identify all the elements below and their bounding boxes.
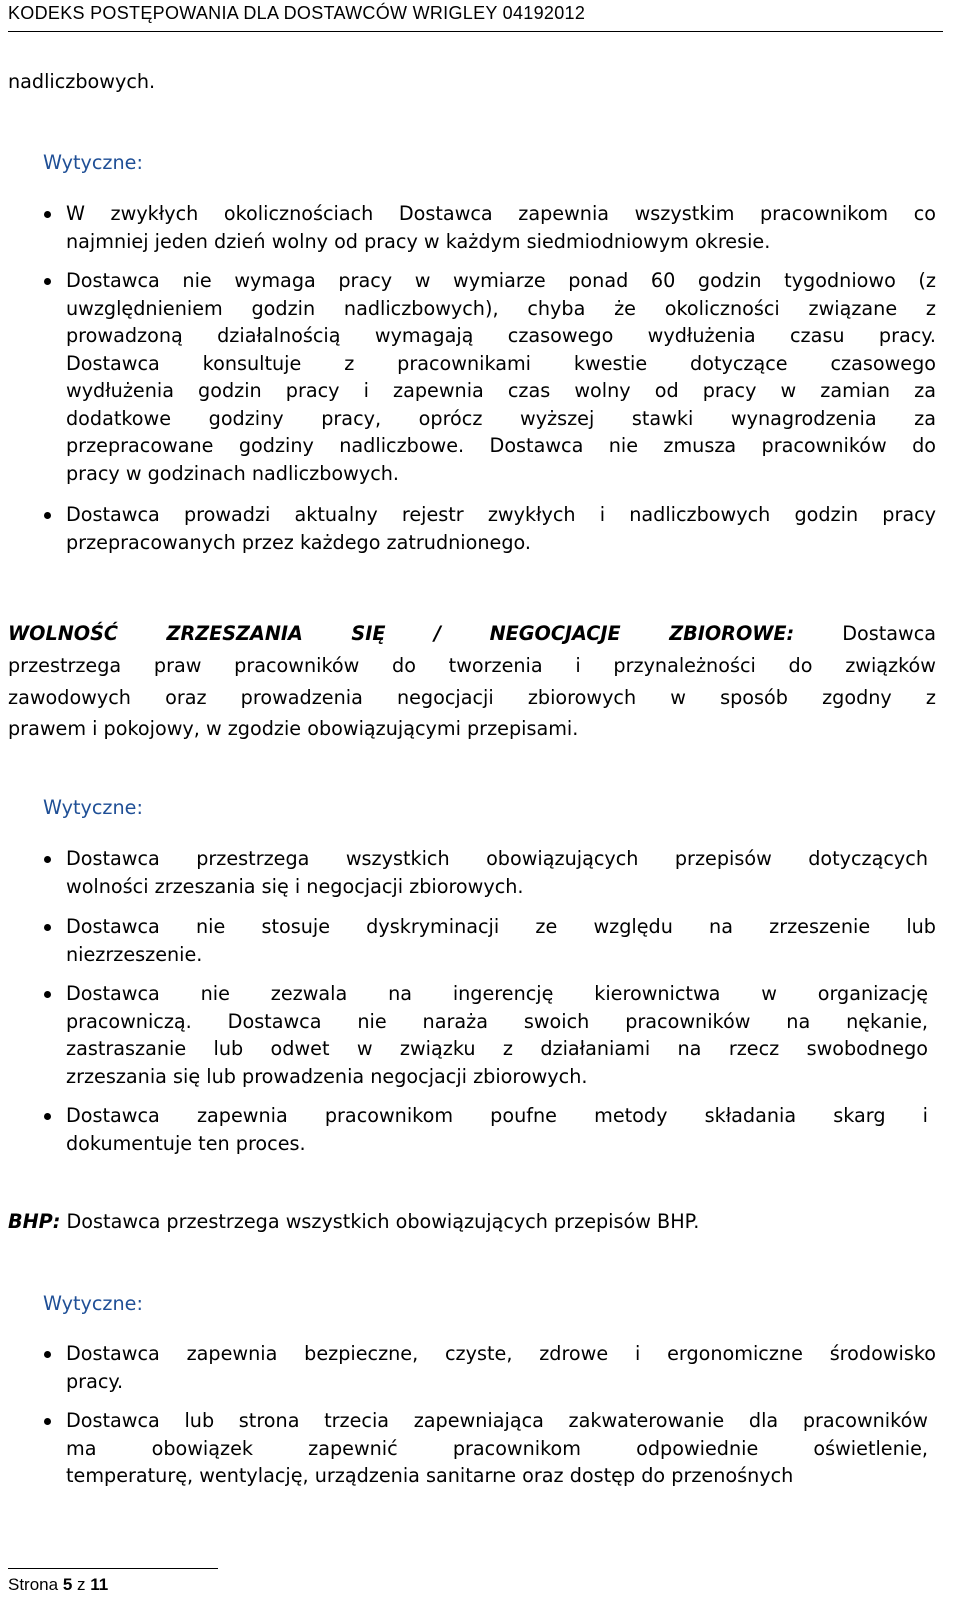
guideline-2-4: Dostawca zapewnia pracownikom poufne metody składania skarg i dokumentuje ten proces. (66, 1104, 928, 1155)
guideline-1-1: W zwykłych okolicznościach Dostawca zapewnia wszystkim pracownikom co najmniej jeden dzień wolny od pracy w każdym siedmiodniowym okresie. (66, 202, 936, 253)
guideline-1-2: Dostawca nie wymaga pracy w wymiarze ponad 60 godzin tygodniowo (z uwzględnieniem godzin nadliczbowych), chyba że okoliczności związane z prowadzoną działalnością wymagają czasowego wydłużenia czasu pracy. Dostawca konsultuje z pracownikami kwestie dotyczące czasowego wydłużenia godzin pracy i zapewnia czas wolny od pracy w zamian za dodatkowe godziny pracy, oprócz wyższej stawki wynagrodzenia za przepracowane godziny nadliczbowe. Dostawca nie zmusza pracowników do pracy w godzinach nadliczbowych. (66, 269, 936, 485)
section-title-association: WOLNOŚĆ ZRZESZANIA SIĘ / NEGOCJACJE ZBIOROWE: (8, 622, 795, 645)
bullet-icon (44, 991, 51, 998)
intro-fragment: nadliczbowych. (8, 70, 156, 93)
guidelines-label-2: Wytyczne: (43, 796, 143, 819)
guidelines-label-1: Wytyczne: (43, 151, 143, 174)
bullet-icon (44, 1351, 51, 1358)
guideline-2-2: Dostawca nie stosuje dyskryminacji ze względu na zrzeszenie lub niezrzeszenie. (66, 915, 936, 966)
guideline-3-1: Dostawca zapewnia bezpieczne, czyste, zdrowe i ergonomiczne środowisko pracy. (66, 1342, 936, 1393)
page-number: Strona 5 z 11 (8, 1575, 109, 1594)
footer-divider (8, 1568, 218, 1569)
guideline-1-3: Dostawca prowadzi aktualny rejestr zwykłych i nadliczbowych godzin pracy przepracowanych przez każdego zatrudnionego. (66, 503, 936, 554)
header-title: KODEKS POSTĘPOWANIA DLA DOSTAWCÓW WRIGLEY 04192012 (8, 3, 586, 23)
bullet-icon (44, 856, 51, 863)
bullet-icon (44, 278, 51, 285)
bullet-icon (44, 1113, 51, 1120)
bullet-icon (44, 1418, 51, 1425)
section-title-bhp: BHP: (8, 1210, 61, 1233)
guideline-3-2: Dostawca lub strona trzecia zapewniająca zakwaterowanie dla pracowników ma obowiązek zapewnić pracownikom odpowiednie oświetlenie, temperaturę, wentylację, urządzenia sanitarne oraz dostęp do przenośnych (66, 1409, 928, 1487)
freedom-of-association-section: WOLNOŚĆ ZRZESZANIA SIĘ / NEGOCJACJE ZBIOROWE: Dostawca przestrzega praw pracowników do tworzenia i przynależności do związków zawodowych oraz prowadzenia negocjacji zbiorowych w sposób zgodny z prawem i pokojowy, w zgodzie obowiązującymi przepisami. (8, 622, 936, 741)
bullet-icon (44, 211, 51, 218)
bullet-icon (44, 512, 51, 519)
document-header (8, 0, 943, 32)
guideline-2-1: Dostawca przestrzega wszystkich obowiązujących przepisów dotyczących wolności zrzeszania się i negocjacji zbiorowych. (66, 847, 928, 898)
bullet-icon (44, 924, 51, 931)
guideline-2-3: Dostawca nie zezwala na ingerencję kierownictwa w organizację pracowniczą. Dostawca nie naraża swoich pracowników na nękanie, zastraszanie lub odwet w związku z działaniami na rzecz swobodnego zrzeszania się lub prowadzenia negocjacji zbiorowych. (66, 982, 928, 1088)
guidelines-label-3: Wytyczne: (43, 1292, 143, 1315)
health-safety-section: BHP: Dostawca przestrzega wszystkich obowiązujących przepisów BHP. (8, 1210, 700, 1233)
